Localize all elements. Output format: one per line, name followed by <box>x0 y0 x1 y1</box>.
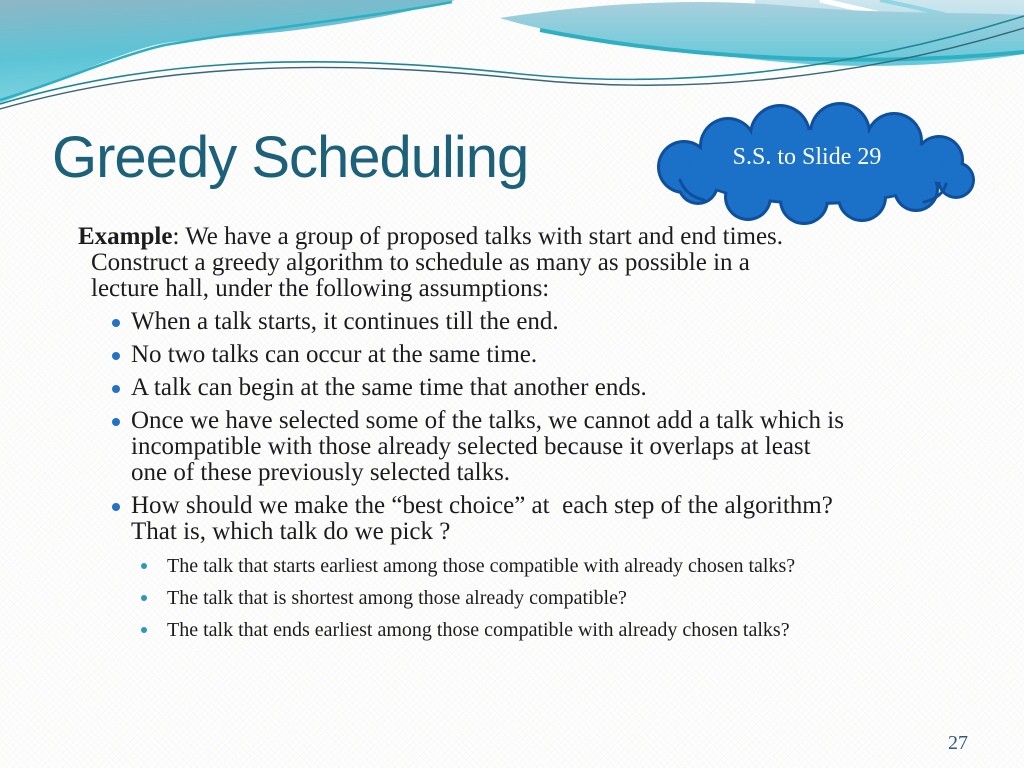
bullet-dot-icon <box>112 418 120 426</box>
sub-bullet-item <box>78 555 988 577</box>
sub-bullet-item <box>78 619 988 641</box>
paragraph-line1-rest: : We have a group of proposed talks with start and end times. <box>172 223 784 250</box>
bullet-item <box>78 375 988 401</box>
slide-body <box>78 224 988 641</box>
cloud-callout-text: S.S. to Slide 29 <box>732 144 882 170</box>
example-paragraph <box>78 224 988 302</box>
sub-bullet-text: The talk that is shortest among those already compatible? <box>167 587 627 609</box>
paragraph-line <box>78 224 988 250</box>
bullet-dot-icon <box>112 319 120 327</box>
sub-bullet-text: The talk that starts earliest among those compatible with already chosen talks? <box>167 555 796 577</box>
bullet-dot-icon <box>112 352 120 360</box>
bullet-text: A talk can begin at the same time that another ends. <box>131 374 647 401</box>
bullet-dot-icon <box>141 595 147 601</box>
bullet-dot-icon <box>141 627 147 633</box>
bullet-dot-icon <box>141 563 147 569</box>
sub-bullet-item <box>78 587 988 609</box>
paragraph-line: Construct a greedy algorithm to schedule as many as possible in a <box>91 249 750 276</box>
bullet-item <box>78 408 988 486</box>
bullet-item <box>78 309 988 335</box>
bullet-dot-icon <box>112 385 120 393</box>
bullet-text: incompatible with those already selected because it overlaps at least <box>131 433 811 460</box>
bullet-text: When a talk starts, it continues till the end. <box>131 308 559 335</box>
bullet-text: one of these previously selected talks. <box>131 459 511 486</box>
slide-title: Greedy Scheduling <box>52 125 529 190</box>
paragraph-lead-bold: Example <box>78 223 173 250</box>
bullet-item <box>78 493 988 545</box>
bullet-text: How should we make the “best choice” at each step of the algorithm? <box>131 492 833 519</box>
bullet-item <box>78 342 988 368</box>
cloud-callout[interactable] <box>644 102 984 226</box>
sub-bullet-text: The talk that ends earliest among those compatible with already chosen talks? <box>167 619 790 641</box>
bullet-text: No two talks can occur at the same time. <box>131 341 538 368</box>
bullet-dot-icon <box>112 503 120 511</box>
paragraph-line: lecture hall, under the following assumptions: <box>91 275 550 302</box>
page-number: 27 <box>948 732 968 754</box>
bullet-text: Once we have selected some of the talks, we cannot add a talk which is <box>131 407 844 434</box>
bullet-text: That is, which talk do we pick ? <box>131 518 451 545</box>
